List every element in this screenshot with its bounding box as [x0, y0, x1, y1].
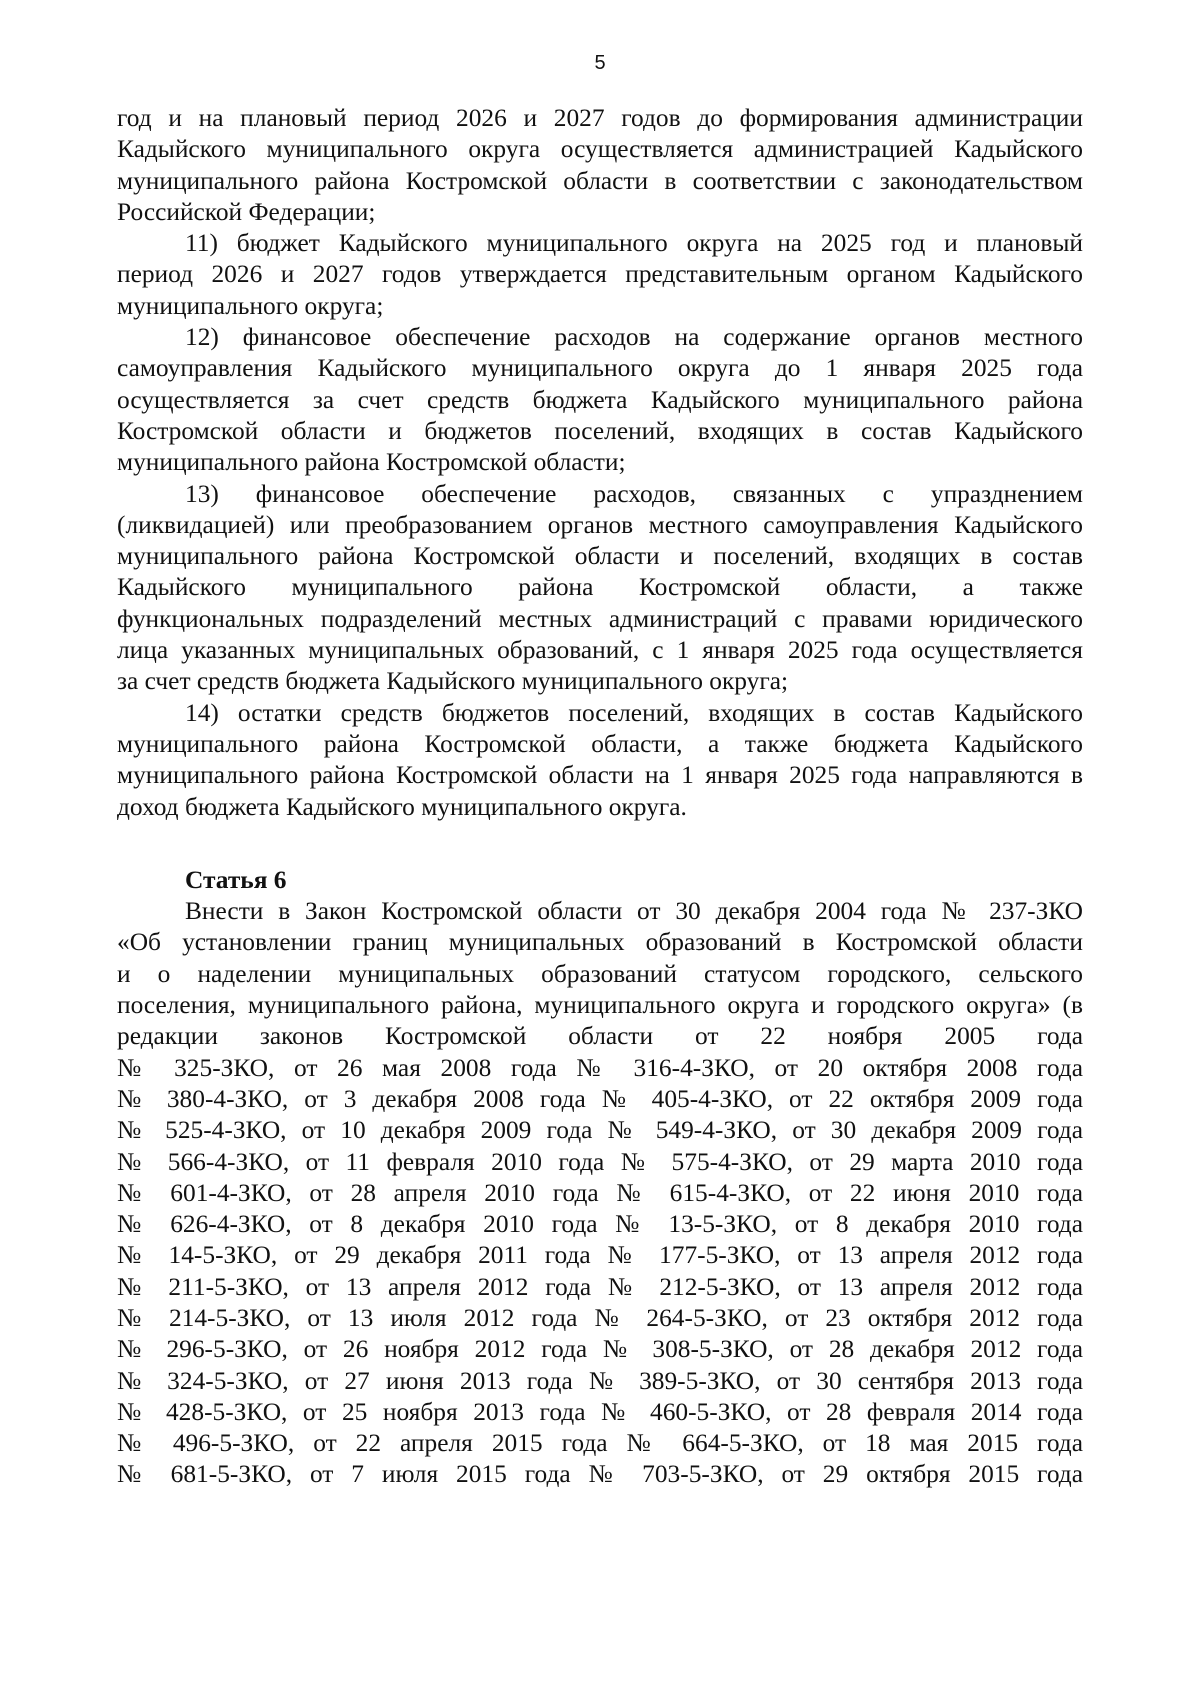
text-line: № 626-4-ЗКО, от 8 декабря 2010 года № 13-5-ЗКО, от 8 декабря 2010 года: [117, 1210, 1083, 1239]
text-line: 13) финансовое обеспечение расходов, связанных с упразднением: [185, 479, 1083, 508]
text-line: № 496-5-ЗКО, от 22 апреля 2015 года № 664-5-ЗКО, от 18 мая 2015 года: [117, 1429, 1083, 1458]
continued-paragraph: [117, 103, 1083, 228]
text-line: «Об установлении границ муниципальных образований в Костромской области: [117, 928, 1083, 957]
text-line: № 325-ЗКО, от 26 мая 2008 года № 316-4-ЗКО, от 20 октября 2008 года: [117, 1053, 1083, 1082]
text-line: № 14-5-ЗКО, от 29 декабря 2011 года № 177-5-ЗКО, от 13 апреля 2012 года: [117, 1241, 1083, 1270]
text-line: редакции законов Костромской области от 22 ноября 2005 года: [117, 1022, 1083, 1051]
text-line: № 428-5-ЗКО, от 25 ноября 2013 года № 460-5-ЗКО, от 28 февраля 2014 года: [117, 1397, 1083, 1426]
article-heading: Статья 6: [185, 865, 287, 894]
text-line: № 380-4-ЗКО, от 3 декабря 2008 года № 405-4-ЗКО, от 22 октября 2009 года: [117, 1084, 1083, 1113]
list-item-11: [117, 228, 1083, 322]
text-line: Российской Федерации;: [117, 197, 376, 226]
text-line: № 214-5-ЗКО, от 13 июля 2012 года № 264-5-ЗКО, от 23 октября 2012 года: [117, 1303, 1083, 1332]
text-line: функциональных подразделений местных администраций с правами юридического: [117, 604, 1083, 633]
list-item-14: [117, 698, 1083, 823]
text-line: самоуправления Кадыйского муниципального округа до 1 января 2025 года: [117, 354, 1083, 383]
text-line: № 601-4-ЗКО, от 28 апреля 2010 года № 615-4-ЗКО, от 22 июня 2010 года: [117, 1178, 1083, 1207]
text-line: 12) финансовое обеспечение расходов на содержание органов местного: [185, 323, 1083, 352]
page-number: 5: [594, 52, 606, 74]
text-line: № 324-5-ЗКО, от 27 июня 2013 года № 389-5-ЗКО, от 30 сентября 2013 года: [117, 1366, 1083, 1395]
text-line: № 211-5-ЗКО, от 13 апреля 2012 года № 212-5-ЗКО, от 13 апреля 2012 года: [117, 1272, 1083, 1301]
text-line: Костромской области и бюджетов поселений, входящих в состав Кадыйского: [117, 416, 1083, 445]
text-line: поселения, муниципального района, муниципального округа и городского округа» (в: [117, 991, 1083, 1020]
section-spacer: [117, 823, 1083, 865]
text-line: 14) остатки средств бюджетов поселений, входящих в состав Кадыйского: [185, 698, 1083, 727]
text-line: муниципального района Костромской области, а также бюджета Кадыйского: [117, 729, 1083, 758]
text-line: муниципального района Костромской области на 1 января 2025 года направляются в: [117, 761, 1083, 790]
text-line: № 566-4-ЗКО, от 11 февраля 2010 года № 575-4-ЗКО, от 29 марта 2010 года: [117, 1147, 1083, 1176]
text-line: № 296-5-ЗКО, от 26 ноября 2012 года № 308-5-ЗКО, от 28 декабря 2012 года: [117, 1335, 1083, 1364]
text-line: год и на плановый период 2026 и 2027 годов до формирования администрации: [117, 104, 1083, 132]
text-line: муниципального района Костромской области в соответствии с законодательством: [117, 166, 1083, 195]
text-line: муниципального округа;: [117, 291, 384, 320]
document-body: [117, 103, 1083, 1491]
text-line: осуществляется за счет средств бюджета Кадыйского муниципального района: [117, 385, 1083, 414]
text-line: и о наделении муниципальных образований статусом городского, сельского: [117, 959, 1083, 988]
text-line: (ликвидацией) или преобразованием органов местного самоуправления Кадыйского: [117, 510, 1083, 539]
text-line: 11) бюджет Кадыйского муниципального округа на 2025 год и плановый: [185, 229, 1083, 258]
text-line: период 2026 и 2027 годов утверждается представительным органом Кадыйского: [117, 260, 1083, 289]
text-line: за счет средств бюджета Кадыйского муниципального округа;: [117, 667, 789, 696]
list-item-12: [117, 322, 1083, 478]
text-line: доход бюджета Кадыйского муниципального округа.: [117, 792, 687, 821]
text-line: № 525-4-ЗКО, от 10 декабря 2009 года № 549-4-ЗКО, от 30 декабря 2009 года: [117, 1116, 1083, 1145]
text-line: лица указанных муниципальных образований, с 1 января 2025 года осуществляется: [117, 636, 1083, 665]
article-6-paragraph: [117, 896, 1083, 1491]
text-line: Внести в Закон Костромской области от 30 декабря 2004 года № 237-ЗКО: [185, 897, 1083, 926]
text-line: Кадыйского муниципального района Костромской области, а также: [117, 573, 1083, 602]
text-line: муниципального района Костромской области;: [117, 448, 626, 477]
text-line: муниципального района Костромской области и поселений, входящих в состав: [117, 542, 1083, 571]
text-line: Кадыйского муниципального округа осуществляется администрацией Кадыйского: [117, 135, 1083, 164]
text-line: № 681-5-ЗКО, от 7 июля 2015 года № 703-5-ЗКО, от 29 октября 2015 года: [117, 1460, 1083, 1489]
list-item-13: [117, 479, 1083, 698]
